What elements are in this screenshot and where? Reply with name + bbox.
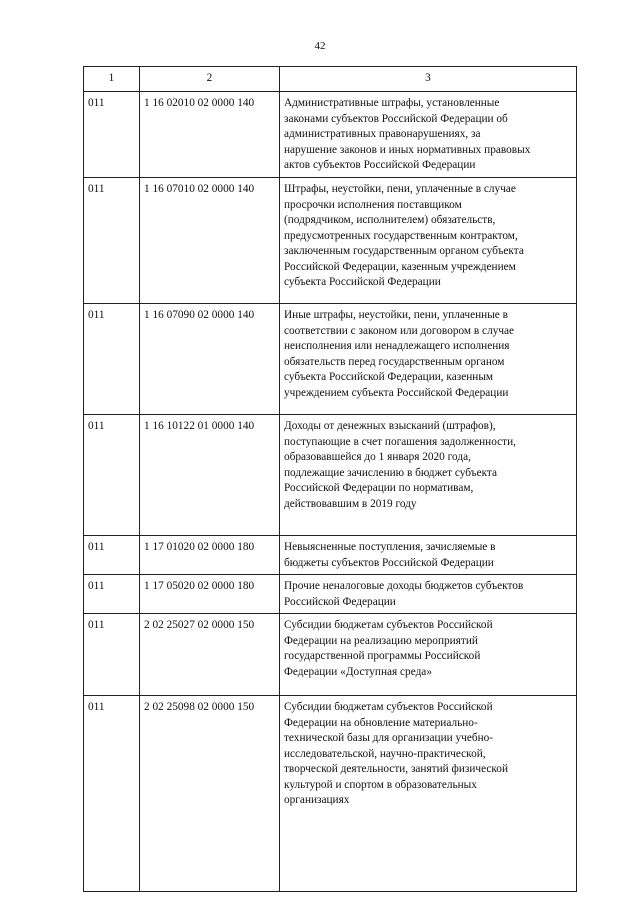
budget-code-cell: 2 02 25027 02 0000 150 <box>140 614 280 696</box>
budget-code-cell: 1 16 07090 02 0000 140 <box>140 304 280 415</box>
revenue-name-cell: Штрафы, неустойки, пени, уплаченные в случае просрочки исполнения поставщиком (подрядчиком, исполнителем) обязательств, предусмотренных государственным контрактом, заключенным государственным органом субъекта Российской Федерации, казенным учреждением субъекта Российской Федерации <box>280 178 577 304</box>
admin-code-cell: 011 <box>84 415 140 536</box>
revenue-name-cell: Административные штрафы, установленные законами субъектов Российской Федерации об административных правонарушениях, за нарушение законов и иных нормативных правовых актов субъектов Российской Федерации <box>280 92 577 178</box>
admin-code-cell: 011 <box>84 178 140 304</box>
table-row <box>84 92 577 178</box>
revenue-codes-table <box>83 66 577 892</box>
revenue-name-cell: Невыясненные поступления, зачисляемые в бюджеты субъектов Российской Федерации <box>280 536 577 575</box>
table-row <box>84 575 577 614</box>
admin-code-cell: 011 <box>84 92 140 178</box>
column-header: 1 <box>84 67 140 92</box>
column-header: 3 <box>280 67 577 92</box>
table-row <box>84 536 577 575</box>
table-header-row <box>84 67 577 92</box>
budget-code-cell: 1 16 02010 02 0000 140 <box>140 92 280 178</box>
budget-code-cell: 1 16 10122 01 0000 140 <box>140 415 280 536</box>
budget-code-cell: 1 16 07010 02 0000 140 <box>140 178 280 304</box>
revenue-name-cell: Субсидии бюджетам субъектов Российской Федерации на обновление материально- технической базы для организации учебно- исследовательской, научно-практической, творческой деятельности, занятий физической культурой и спортом в образовательных организациях <box>280 696 577 892</box>
revenue-name-cell: Прочие неналоговые доходы бюджетов субъектов Российской Федерации <box>280 575 577 614</box>
revenue-name-cell: Иные штрафы, неустойки, пени, уплаченные в соответствии с законом или договором в случае неисполнения или ненадлежащего исполнения обязательств перед государственным органом субъекта Российской Федерации, казенным учреждением субъекта Российской Федерации <box>280 304 577 415</box>
table-row <box>84 696 577 892</box>
table-row <box>84 415 577 536</box>
budget-code-cell: 2 02 25098 02 0000 150 <box>140 696 280 892</box>
table-row <box>84 614 577 696</box>
budget-code-cell: 1 17 05020 02 0000 180 <box>140 575 280 614</box>
revenue-name-cell: Доходы от денежных взысканий (штрафов), поступающие в счет погашения задолженности, образовавшейся до 1 января 2020 года, подлежащие зачислению в бюджет субъекта Российской Федерации по нормативам, действовавшим в 2019 году <box>280 415 577 536</box>
admin-code-cell: 011 <box>84 614 140 696</box>
page-number: 42 <box>314 40 326 52</box>
admin-code-cell: 011 <box>84 696 140 892</box>
table-row <box>84 178 577 304</box>
budget-code-cell: 1 17 01020 02 0000 180 <box>140 536 280 575</box>
revenue-name-cell: Субсидии бюджетам субъектов Российской Федерации на реализацию мероприятий государственной программы Российской Федерации «Доступная среда» <box>280 614 577 696</box>
table-row <box>84 304 577 415</box>
admin-code-cell: 011 <box>84 575 140 614</box>
admin-code-cell: 011 <box>84 304 140 415</box>
admin-code-cell: 011 <box>84 536 140 575</box>
column-header: 2 <box>140 67 280 92</box>
